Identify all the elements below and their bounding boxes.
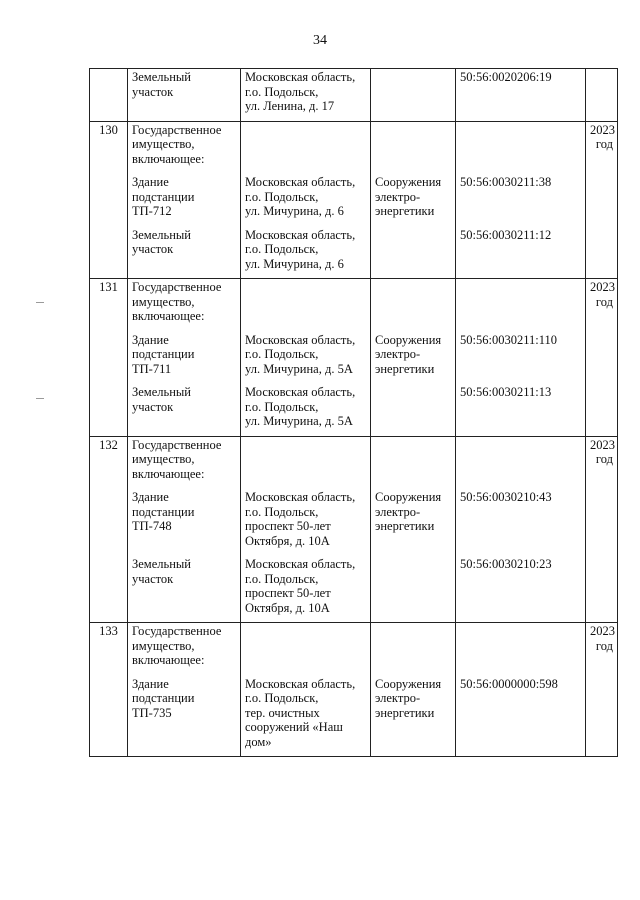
object-name-line: имущество,	[132, 137, 195, 151]
purpose-cell	[371, 623, 456, 668]
purpose-cell	[371, 166, 456, 219]
scan-margin-mark	[36, 302, 44, 303]
object-name-line: включающее:	[132, 309, 205, 323]
address-line: Московская область,	[245, 676, 356, 691]
address-cell	[241, 668, 371, 757]
address-line: ул. Мичурина, д. 6	[245, 204, 344, 218]
deadline-line: 2023	[590, 624, 615, 638]
purpose-cell	[371, 481, 456, 548]
purpose-line: электро-	[375, 189, 421, 204]
purpose-cell	[371, 436, 456, 481]
cadastral-number: 50:56:0020206:19	[460, 70, 552, 84]
purpose-line: электро-	[375, 504, 421, 519]
registry-item-row	[90, 69, 618, 122]
object-name-line: Здание	[132, 332, 169, 347]
address-line: сооружений «Наш	[245, 720, 343, 734]
object-name-line: участок	[132, 571, 174, 586]
object-name-line: Государственное	[132, 437, 222, 452]
row-number-cell	[90, 548, 128, 623]
address-cell	[241, 623, 371, 668]
address-cell	[241, 219, 371, 279]
purpose-line: электро-	[375, 347, 421, 361]
object-name-line: включающее:	[132, 151, 205, 166]
address-line: проспект 50-лет	[245, 519, 331, 533]
address-line: ул. Мичурина, д. 5А	[245, 414, 353, 428]
cadastral-number-cell	[456, 623, 586, 668]
row-number-cell	[90, 279, 128, 324]
purpose-cell	[371, 279, 456, 324]
row-number-cell	[90, 436, 128, 481]
object-name-line: ТП-712	[132, 204, 172, 218]
address-cell	[241, 166, 371, 219]
purpose-cell	[371, 548, 456, 623]
purpose-line: Сооружения	[375, 175, 442, 189]
cadastral-number-cell	[456, 481, 586, 548]
purpose-cell	[371, 219, 456, 279]
purpose-line: Сооружения	[375, 332, 442, 347]
object-name-cell	[128, 279, 241, 324]
object-name-line: имущество,	[132, 294, 195, 309]
object-name-line: участок	[132, 242, 174, 256]
object-name-line: включающее:	[132, 466, 205, 481]
object-name-line: Государственное	[132, 624, 222, 638]
object-name-line: подстанции	[132, 504, 195, 519]
deadline-line: 2023	[590, 437, 615, 452]
deadline-cell	[586, 436, 618, 481]
purpose-line: Сооружения	[375, 676, 442, 691]
object-name-line: ТП-711	[132, 361, 172, 376]
address-cell	[241, 279, 371, 324]
cadastral-number-cell	[456, 166, 586, 219]
address-line: г.о. Подольск,	[245, 571, 319, 586]
object-name-line: Здание	[132, 676, 169, 691]
object-name-line: участок	[132, 84, 174, 99]
registry-group-row	[90, 279, 618, 324]
address-line: Октября, д. 10А	[245, 533, 330, 548]
object-name-line: Земельный	[132, 557, 191, 571]
object-name-cell	[128, 324, 241, 377]
object-name-line: участок	[132, 399, 174, 414]
row-number: 133	[99, 624, 118, 638]
registry-item-row	[90, 219, 618, 279]
row-number-cell	[90, 219, 128, 279]
row-number-cell	[90, 69, 128, 122]
object-name-line: имущество,	[132, 452, 195, 466]
object-name-line: Государственное	[132, 280, 222, 294]
address-line: Московская область,	[245, 490, 356, 504]
registry-item-row	[90, 166, 618, 219]
object-name-line: Земельный	[132, 385, 191, 399]
cadastral-number: 50:56:0000000:598	[460, 676, 558, 691]
address-line: Московская область,	[245, 227, 356, 242]
cadastral-number: 50:56:0030211:38	[460, 175, 552, 189]
object-name-line: подстанции	[132, 189, 195, 204]
deadline-cell	[586, 548, 618, 623]
object-name-line: ТП-748	[132, 519, 172, 533]
row-number-cell	[90, 623, 128, 668]
deadline-line: год	[595, 452, 613, 466]
deadline-line: 2023	[590, 122, 615, 137]
address-line: дом»	[245, 734, 272, 749]
page-number: 34	[313, 33, 327, 48]
cadastral-number-cell	[456, 121, 586, 166]
address-cell	[241, 121, 371, 166]
cadastral-number-cell	[456, 324, 586, 377]
address-line: г.о. Подольск,	[245, 242, 319, 256]
address-line: ул. Мичурина, д. 5А	[245, 361, 353, 376]
deadline-cell	[586, 668, 618, 757]
registry-item-row	[90, 324, 618, 377]
object-name-line: Земельный	[132, 227, 191, 242]
deadline-cell	[586, 279, 618, 324]
row-number-cell	[90, 166, 128, 219]
scan-margin-mark	[36, 398, 44, 399]
object-name-line: Здание	[132, 175, 169, 189]
address-line: г.о. Подольск,	[245, 84, 319, 99]
deadline-cell	[586, 121, 618, 166]
registry-group-row	[90, 623, 618, 668]
purpose-line: энергетики	[375, 361, 435, 376]
row-number-cell	[90, 121, 128, 166]
row-number-cell	[90, 481, 128, 548]
cadastral-number-cell	[456, 219, 586, 279]
address-line: г.о. Подольск,	[245, 504, 319, 519]
deadline-cell	[586, 623, 618, 668]
object-name-cell	[128, 121, 241, 166]
deadline-cell	[586, 376, 618, 436]
address-line: Московская область,	[245, 557, 356, 571]
address-cell	[241, 69, 371, 122]
address-cell	[241, 548, 371, 623]
purpose-line: энергетики	[375, 204, 435, 218]
purpose-cell	[371, 69, 456, 122]
registry-item-row	[90, 548, 618, 623]
purpose-cell	[371, 121, 456, 166]
address-line: проспект 50-лет	[245, 586, 331, 600]
cadastral-number-cell	[456, 436, 586, 481]
address-line: г.о. Подольск,	[245, 347, 319, 361]
registry-group-row	[90, 436, 618, 481]
address-line: ул. Мичурина, д. 6	[245, 256, 344, 271]
cadastral-number-cell	[456, 668, 586, 757]
object-name-line: ТП-735	[132, 705, 172, 720]
cadastral-number: 50:56:0030211:12	[460, 227, 552, 242]
cadastral-number: 50:56:0030210:43	[460, 490, 552, 504]
deadline-cell	[586, 219, 618, 279]
cadastral-number-cell	[456, 69, 586, 122]
address-line: Московская область,	[245, 70, 356, 84]
object-name-cell	[128, 548, 241, 623]
object-name-cell	[128, 668, 241, 757]
cadastral-number-cell	[456, 548, 586, 623]
address-cell	[241, 436, 371, 481]
object-name-cell	[128, 219, 241, 279]
object-name-line: Земельный	[132, 70, 191, 84]
deadline-cell	[586, 481, 618, 548]
purpose-line: энергетики	[375, 519, 435, 533]
address-line: Московская область,	[245, 175, 356, 189]
registry-item-row	[90, 668, 618, 757]
row-number-cell	[90, 376, 128, 436]
deadline-cell	[586, 166, 618, 219]
deadline-cell	[586, 324, 618, 377]
deadline-cell	[586, 69, 618, 122]
object-name-line: Государственное	[132, 122, 222, 137]
object-name-cell	[128, 436, 241, 481]
object-name-line: подстанции	[132, 347, 195, 361]
row-number: 131	[99, 280, 118, 294]
cadastral-number-cell	[456, 376, 586, 436]
row-number: 132	[99, 437, 118, 452]
object-name-line: имущество,	[132, 638, 195, 653]
registry-item-row	[90, 376, 618, 436]
registry-item-row	[90, 481, 618, 548]
object-name-line: включающее:	[132, 653, 205, 667]
cadastral-number-cell	[456, 279, 586, 324]
cadastral-number: 50:56:0030211:110	[460, 332, 557, 347]
address-line: г.о. Подольск,	[245, 189, 319, 204]
row-number-cell	[90, 324, 128, 377]
object-name-cell	[128, 376, 241, 436]
object-name-cell	[128, 69, 241, 122]
object-name-line: Здание	[132, 490, 169, 504]
address-cell	[241, 481, 371, 548]
address-line: Октября, д. 10А	[245, 600, 330, 615]
registry-group-row	[90, 121, 618, 166]
cadastral-number: 50:56:0030210:23	[460, 557, 552, 571]
object-name-cell	[128, 481, 241, 548]
purpose-line: Сооружения	[375, 490, 442, 504]
deadline-line: год	[595, 638, 613, 653]
deadline-line: год	[595, 294, 613, 309]
address-line: г.о. Подольск,	[245, 691, 319, 705]
row-number-cell	[90, 668, 128, 757]
address-line: Московская область,	[245, 332, 356, 347]
address-line: г.о. Подольск,	[245, 399, 319, 414]
address-cell	[241, 376, 371, 436]
address-line: тер. очистных	[245, 705, 320, 720]
object-name-cell	[128, 166, 241, 219]
address-cell	[241, 324, 371, 377]
purpose-line: электро-	[375, 691, 421, 705]
cadastral-number: 50:56:0030211:13	[460, 385, 552, 399]
deadline-line: год	[595, 137, 613, 151]
address-line: Московская область,	[245, 385, 356, 399]
object-name-line: подстанции	[132, 691, 195, 705]
purpose-cell	[371, 668, 456, 757]
object-name-cell	[128, 623, 241, 668]
purpose-cell	[371, 324, 456, 377]
purpose-line: энергетики	[375, 705, 435, 720]
purpose-cell	[371, 376, 456, 436]
property-registry-table	[89, 68, 618, 757]
registry-body	[90, 69, 618, 757]
deadline-line: 2023	[590, 280, 615, 294]
row-number: 130	[99, 122, 118, 137]
address-line: ул. Ленина, д. 17	[245, 99, 335, 113]
